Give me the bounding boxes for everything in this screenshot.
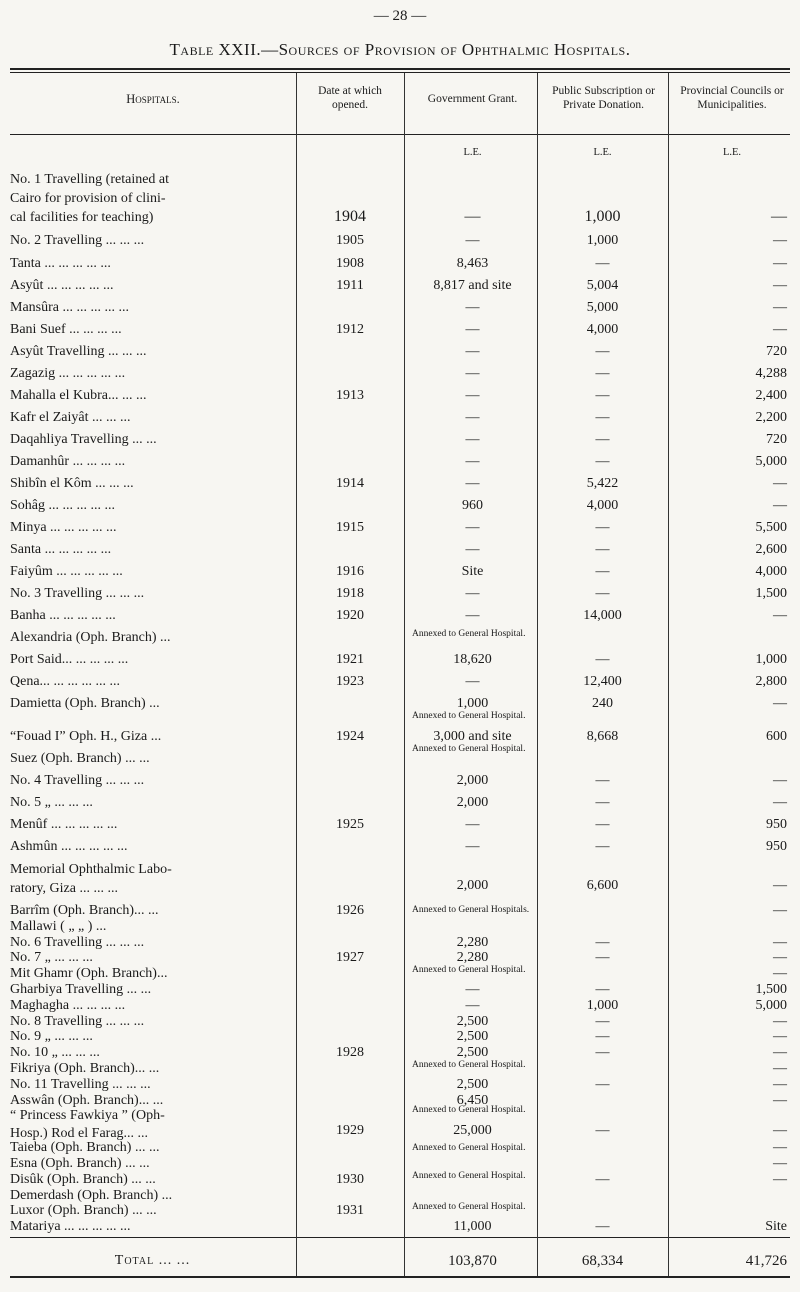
hospital-name: No. 9 „ ... ... ... <box>10 1029 93 1045</box>
government-grant: — <box>465 542 480 557</box>
date-opened: 1927 <box>336 950 364 966</box>
provincial-councils: 720 <box>766 432 787 447</box>
public-subscription: — <box>595 1076 610 1092</box>
table-row <box>0 726 800 748</box>
hospital-name: Suez (Oph. Branch) ... ... <box>10 751 150 766</box>
hospital-name: Matariya ... ... ... ... ... <box>10 1219 131 1235</box>
hospital-name: Daqahliya Travelling ... ... <box>10 432 157 447</box>
government-grant: — <box>465 432 480 447</box>
hospital-name: Santa ... ... ... ... ... <box>10 542 112 557</box>
header-date: Date at which opened. <box>318 85 382 111</box>
total-government: 103,870 <box>448 1253 497 1269</box>
public-subscription: — <box>595 982 610 998</box>
government-grant: 2,280 <box>456 950 489 966</box>
government-grant: 2,280 <box>456 934 489 950</box>
hospital-name: Luxor (Oph. Branch) ... ... <box>10 1203 157 1219</box>
table-row <box>0 627 800 649</box>
table-row <box>0 539 800 561</box>
date-opened: 1912 <box>336 322 364 337</box>
hospital-name: Zagazig ... ... ... ... ... <box>10 366 126 381</box>
government-grant: — <box>465 476 480 491</box>
top-rule <box>10 68 790 70</box>
table-row <box>0 363 800 385</box>
total-public: 68,334 <box>581 1253 624 1269</box>
hospital-name: Faiyûm ... ... ... ... ... <box>10 564 123 579</box>
public-subscription: — <box>595 586 610 601</box>
table-row <box>0 583 800 605</box>
date-opened: 1905 <box>336 233 364 248</box>
date-opened: 1929 <box>336 1122 364 1138</box>
government-grant: — <box>465 454 480 469</box>
hospital-name: No. 6 Travelling ... ... ... <box>10 934 145 950</box>
hospital-name: Mansûra ... ... ... ... ... <box>10 300 129 315</box>
government-grant: 18,620 <box>453 652 492 667</box>
public-subscription: 8,668 <box>586 729 619 744</box>
provincial-councils: 600 <box>766 729 787 744</box>
provincial-councils: — <box>773 1122 787 1138</box>
annexed-note: Annexed to General Hospital. <box>412 744 526 754</box>
government-grant: — <box>465 586 480 601</box>
hospital-name: No. 7 „ ... ... ... <box>10 950 93 966</box>
hospital-name: Asswân (Oph. Branch)... ... <box>10 1092 164 1108</box>
public-subscription: 1,000 <box>584 208 621 225</box>
provincial-councils: — <box>773 1061 787 1077</box>
hospital-name: Demerdash (Oph. Branch) ... <box>10 1187 173 1203</box>
public-subscription: — <box>595 1045 610 1061</box>
provincial-councils: — <box>773 476 787 491</box>
public-subscription: — <box>595 388 610 403</box>
government-grant: 11,000 <box>453 1219 492 1235</box>
provincial-councils: — <box>773 1092 787 1108</box>
government-grant: 8,463 <box>456 256 489 271</box>
annexed-note: Annexed to General Hospital. <box>412 1202 526 1213</box>
date-opened: 1914 <box>336 476 364 491</box>
header-rule <box>10 134 790 135</box>
public-subscription: 5,000 <box>586 300 619 315</box>
hospital-name: Port Said... ... ... ... ... <box>10 652 129 667</box>
top-rule-thin <box>10 72 790 73</box>
date-opened: 1904 <box>334 208 366 225</box>
table-row <box>0 605 800 627</box>
hospital-name: Damanhûr ... ... ... ... <box>10 454 126 469</box>
provincial-councils: — <box>773 300 787 315</box>
provincial-councils: — <box>773 878 787 893</box>
date-opened: 1928 <box>336 1045 364 1061</box>
table-row <box>0 385 800 407</box>
hospital-name: Tanta ... ... ... ... ... <box>10 256 111 271</box>
public-subscription: — <box>595 1029 610 1045</box>
provincial-councils: — <box>773 322 787 337</box>
provincial-councils: — <box>773 1076 787 1092</box>
hospital-name: No. 4 Travelling ... ... ... <box>10 773 145 788</box>
page-number: — 28 — <box>373 8 427 24</box>
hospital-name: No. 8 Travelling ... ... ... <box>10 1013 145 1029</box>
government-grant: — <box>465 817 480 832</box>
hospital-name: Menûf ... ... ... ... ... <box>10 817 118 832</box>
public-subscription: — <box>595 1013 610 1029</box>
public-subscription: — <box>595 454 610 469</box>
hospital-name-line: ratory, Giza ... ... ... <box>10 881 118 896</box>
hospital-name: Minya ... ... ... ... ... <box>10 520 117 535</box>
public-subscription: 5,004 <box>586 278 619 293</box>
provincial-councils: 2,200 <box>755 410 787 425</box>
provincial-councils: — <box>773 950 787 966</box>
provincial-councils: — <box>773 498 787 513</box>
unit-public: L.E. <box>593 147 612 158</box>
date-opened: 1911 <box>336 278 364 293</box>
provincial-councils: Site <box>765 1219 787 1235</box>
hospital-name: Mit Ghamr (Oph. Branch)... <box>10 966 168 982</box>
government-grant: 2,500 <box>456 1045 489 1061</box>
public-subscription: — <box>595 256 610 271</box>
public-subscription: — <box>595 432 610 447</box>
government-grant: — <box>465 839 480 854</box>
table-row <box>0 770 800 792</box>
table-row <box>0 792 800 814</box>
total-provincial: 41,726 <box>745 1253 787 1269</box>
annexed-note: Annexed to General Hospital. <box>412 629 526 639</box>
public-subscription: — <box>595 542 610 557</box>
hospital-name: Maghagha ... ... ... ... <box>10 997 126 1013</box>
provincial-councils: — <box>773 1029 787 1045</box>
table-row <box>0 341 800 363</box>
government-grant: 960 <box>462 498 483 513</box>
public-subscription: 6,600 <box>586 878 619 893</box>
date-opened: 1920 <box>336 608 364 623</box>
annexed-note: Annexed to General Hospital. <box>412 1104 526 1115</box>
government-grant: — <box>465 344 480 359</box>
hospital-name: Asyût ... ... ... ... ... <box>10 278 114 293</box>
bottom-rule <box>10 1276 790 1278</box>
table-row <box>0 693 800 715</box>
provincial-councils: 2,400 <box>755 388 787 403</box>
hospital-name: Damietta (Oph. Branch) ... <box>10 696 160 711</box>
hospital-name: Mallawi ( „ „ ) ... <box>10 918 107 934</box>
date-opened: 1921 <box>336 652 364 667</box>
table-row <box>0 517 800 539</box>
hospital-name: Bani Suef ... ... ... ... <box>10 322 122 337</box>
public-subscription: — <box>595 950 610 966</box>
total-label: Total ... ... <box>114 1253 191 1268</box>
provincial-councils: — <box>773 233 787 248</box>
annexed-note: Annexed to General Hospital. <box>412 965 526 976</box>
government-grant: — <box>465 300 480 315</box>
government-grant: — <box>465 982 480 998</box>
public-subscription: — <box>595 652 610 667</box>
public-subscription: — <box>595 564 610 579</box>
government-grant: — <box>465 233 480 248</box>
provincial-councils: — <box>773 278 787 293</box>
provincial-councils: — <box>773 903 787 918</box>
government-grant: 2,000 <box>456 773 489 788</box>
hospital-name: Ashmûn ... ... ... ... ... <box>10 839 128 854</box>
government-grant: 25,000 <box>453 1122 492 1138</box>
provincial-councils: — <box>773 256 787 271</box>
hospital-name: Mahalla el Kubra... ... ... <box>10 388 147 403</box>
hospital-name: Kafr el Zaiyât ... ... ... <box>10 410 131 425</box>
date-opened: 1925 <box>336 817 364 832</box>
table-row <box>0 230 800 252</box>
public-subscription: — <box>595 773 610 788</box>
government-grant: — <box>465 520 480 535</box>
provincial-councils: — <box>773 1140 787 1156</box>
government-grant: 2,000 <box>456 795 489 810</box>
hospital-name: Gharbiya Travelling ... ... <box>10 982 152 998</box>
table-row <box>0 429 800 451</box>
hospital-name-line: Cairo for provision of clini- <box>10 191 166 206</box>
date-opened: 1923 <box>336 674 364 689</box>
provincial-councils: — <box>773 1171 787 1187</box>
header-public: Public Subscription or Private Donation. <box>552 85 655 111</box>
header-government: Government Grant. <box>427 93 518 105</box>
government-grant: — <box>465 997 480 1013</box>
public-subscription: 4,000 <box>586 498 619 513</box>
date-opened: 1931 <box>336 1203 364 1219</box>
table-row <box>0 1216 800 1238</box>
table-row <box>0 649 800 671</box>
unit-government: L.E. <box>463 147 482 158</box>
hospital-name-line: Memorial Ophthalmic Labo- <box>10 862 172 877</box>
provincial-councils: — <box>771 208 787 225</box>
public-subscription: — <box>595 839 610 854</box>
annexed-note: Annexed to General Hospital. <box>412 1170 526 1181</box>
hospital-name: No. 5 „ ... ... ... <box>10 795 93 810</box>
government-grant: — <box>465 322 480 337</box>
government-grant: 1,000 <box>456 696 489 711</box>
hospital-name: Fikriya (Oph. Branch)... ... <box>10 1061 160 1077</box>
annexed-note: Annexed to General Hospitals. <box>412 905 530 915</box>
government-grant: — <box>465 674 480 689</box>
public-subscription: — <box>595 344 610 359</box>
hospital-name: No. 11 Travelling ... ... ... <box>10 1076 151 1092</box>
date-opened: 1918 <box>336 586 364 601</box>
table-row <box>0 319 800 341</box>
annexed-note: Annexed to General Hospital. <box>412 711 526 721</box>
provincial-councils: 720 <box>766 344 787 359</box>
provincial-councils: 1,000 <box>755 652 787 667</box>
public-subscription: 1,000 <box>586 997 619 1013</box>
table-row <box>0 451 800 473</box>
provincial-councils: — <box>773 608 787 623</box>
table-row <box>0 495 800 517</box>
table-row <box>0 297 800 319</box>
provincial-councils: 4,000 <box>755 564 787 579</box>
public-subscription: 5,422 <box>586 476 619 491</box>
provincial-councils: — <box>773 795 787 810</box>
table-row <box>0 671 800 693</box>
date-opened: 1913 <box>336 388 364 403</box>
provincial-councils: 2,600 <box>755 542 787 557</box>
date-opened: 1924 <box>336 729 364 744</box>
table-row <box>0 275 800 297</box>
government-grant: 8,817 and site <box>433 278 512 293</box>
table-row <box>0 561 800 583</box>
date-opened: 1915 <box>336 520 364 535</box>
public-subscription: 240 <box>592 696 613 711</box>
table-row <box>0 253 800 275</box>
table-row <box>0 814 800 836</box>
hospital-name: Asyût Travelling ... ... ... <box>10 344 147 359</box>
government-grant: — <box>464 208 481 225</box>
table-row <box>0 407 800 429</box>
government-grant: 6,450 <box>456 1092 489 1108</box>
government-grant: 2,500 <box>456 1013 489 1029</box>
hospital-name: Sohâg ... ... ... ... ... <box>10 498 115 513</box>
government-grant: 2,500 <box>456 1029 489 1045</box>
government-grant: — <box>465 366 480 381</box>
government-grant: — <box>465 410 480 425</box>
government-grant: — <box>465 388 480 403</box>
hospital-name: Banha ... ... ... ... ... <box>10 608 116 623</box>
unit-provincial: L.E. <box>722 147 742 158</box>
hospital-name-line: cal facilities for teaching) <box>10 210 154 225</box>
table-row <box>0 473 800 495</box>
hospital-name: Taieba (Oph. Branch) ... ... <box>10 1140 160 1156</box>
table-title: Table XXII.—Sources of Provision of Ophthalmic Hospitals. <box>169 40 631 59</box>
hospital-name: No. 2 Travelling ... ... ... <box>10 233 145 248</box>
public-subscription: — <box>595 1219 610 1235</box>
provincial-councils: 1,500 <box>755 982 787 998</box>
hospital-name: Qena... ... ... ... ... ... <box>10 674 121 689</box>
header-provincial: Provincial Councils or Municipalities. <box>680 85 784 111</box>
provincial-councils: 5,500 <box>755 520 787 535</box>
provincial-councils: — <box>773 773 787 788</box>
public-subscription: — <box>595 1171 610 1187</box>
provincial-councils: — <box>773 1045 787 1061</box>
hospital-name: Shibîn el Kôm ... ... ... <box>10 476 134 491</box>
public-subscription: 12,400 <box>583 674 622 689</box>
government-grant: — <box>465 608 480 623</box>
hospital-name: No. 3 Travelling ... ... ... <box>10 586 145 601</box>
annexed-note: Annexed to General Hospital. <box>412 1060 526 1071</box>
public-subscription: — <box>595 520 610 535</box>
public-subscription: — <box>595 1122 610 1138</box>
public-subscription: — <box>595 817 610 832</box>
public-subscription: — <box>595 410 610 425</box>
hospital-name-line: Hosp.) Rod el Farag... ... <box>10 1125 149 1141</box>
provincial-councils: — <box>773 1013 787 1029</box>
hospital-name: Barrîm (Oph. Branch)... ... <box>10 903 159 918</box>
hospital-name: Disûk (Oph. Branch) ... ... <box>10 1171 156 1187</box>
public-subscription: 14,000 <box>583 608 622 623</box>
date-opened: 1908 <box>336 256 364 271</box>
table-row <box>0 748 800 770</box>
date-opened: 1916 <box>336 564 364 579</box>
public-subscription: — <box>595 795 610 810</box>
public-subscription: 4,000 <box>586 322 619 337</box>
government-grant: Site <box>461 564 484 579</box>
hospital-name-line: “ Princess Fawkiya ” (Oph- <box>10 1107 165 1123</box>
government-grant: 2,500 <box>456 1076 489 1092</box>
hospital-name: Esna (Oph. Branch) ... ... <box>10 1155 150 1171</box>
hospital-name: “Fouad I” Oph. H., Giza ... <box>10 729 162 744</box>
provincial-councils: — <box>773 1155 787 1171</box>
provincial-councils: — <box>773 934 787 950</box>
government-grant: 2,000 <box>456 878 489 893</box>
provincial-councils: 5,000 <box>755 454 787 469</box>
hospital-name-line: No. 1 Travelling (retained at <box>10 172 170 187</box>
public-subscription: 1,000 <box>586 233 619 248</box>
public-subscription: — <box>595 366 610 381</box>
provincial-councils: 950 <box>766 839 787 854</box>
public-subscription: — <box>595 934 610 950</box>
date-opened: 1926 <box>336 903 364 918</box>
date-opened: 1930 <box>336 1171 364 1187</box>
annexed-note: Annexed to General Hospital. <box>412 1143 526 1154</box>
provincial-councils: — <box>773 966 787 982</box>
provincial-councils: 4,288 <box>755 366 787 381</box>
provincial-councils: 2,800 <box>755 674 787 689</box>
hospital-name: No. 10 „ ... ... ... <box>10 1045 100 1061</box>
provincial-councils: 5,000 <box>755 997 787 1013</box>
government-grant: 3,000 and site <box>433 729 512 744</box>
provincial-councils: 1,500 <box>755 586 787 601</box>
hospital-name: Alexandria (Oph. Branch) ... <box>10 630 171 645</box>
provincial-councils: 950 <box>766 817 787 832</box>
table-row <box>0 836 800 858</box>
provincial-councils: — <box>773 696 787 711</box>
header-hospitals: Hospitals. <box>126 92 180 106</box>
